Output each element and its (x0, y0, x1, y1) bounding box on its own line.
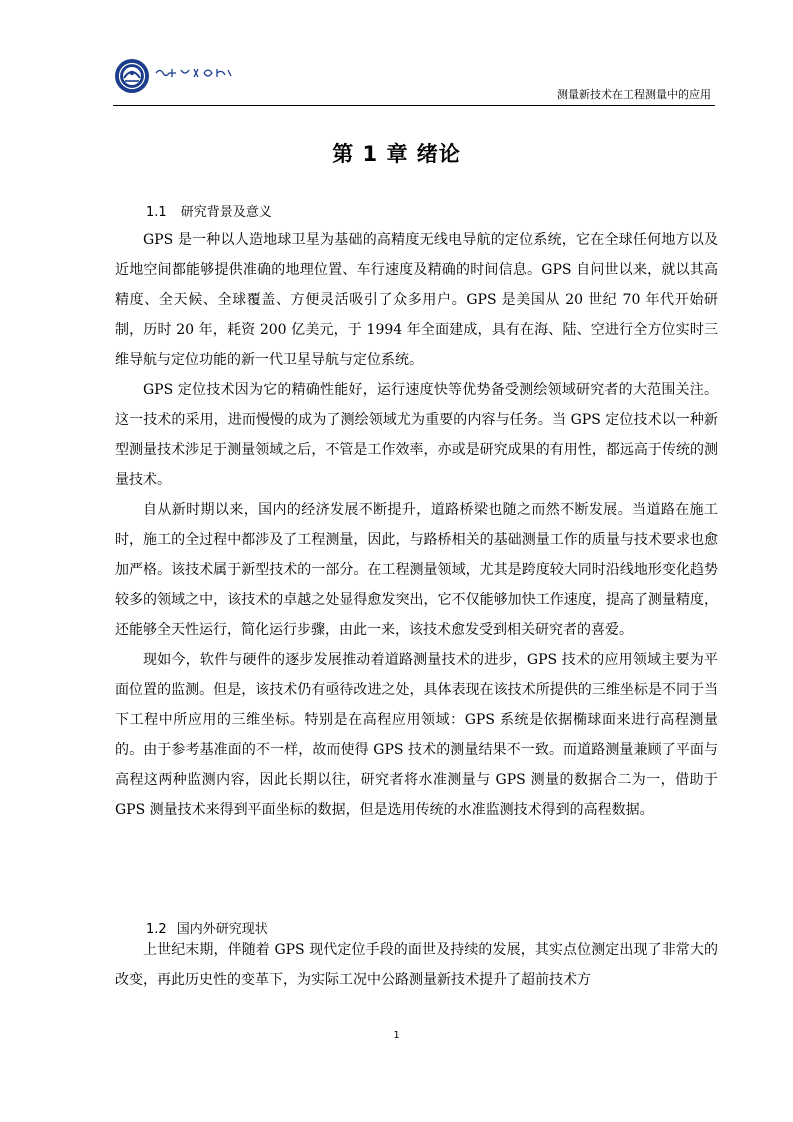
running-header-title: 测量新技术在工程测量中的应用 (557, 88, 711, 101)
section-1-2-body (115, 935, 718, 995)
section-1-1-body (115, 225, 718, 825)
paragraph: GPS 定位技术因为它的精确性能好，运行速度快等优势备受测绘领域研究者的大范围关注。这一技术的采用，进而慢慢的成为了测绘领域尤为重要的内容与任务。当 GPS 定位技术以一种新型测量技术涉足于测量领域之后，不管是工作效率，亦或是研究成果的有用性，都远高于传统的测量技术。 (115, 382, 718, 488)
page-number: 1 (393, 1030, 400, 1041)
section-number: 1.2 (146, 922, 167, 937)
paragraph: 上世纪末期，伴随着 GPS 现代定位手段的面世及持续的发展，其实点位测定出现了非常大的改变，再此历史性的变革下，为实际工况中公路测量新技术提升了超前技术方 (115, 942, 718, 988)
paragraph: 自从新时期以来，国内的经济发展不断提升，道路桥梁也随之而然不断发展。当道路在施工时，施工的全过程中都涉及了工程测量，因此，与路桥相关的基础测量工作的质量与技术要求也愈加严格。该技术属于新型技术的一部分。在工程测量领域，尤其是跨度较大同时沿线地形变化趋势较多的领域之中，该技术的卓越之处显得愈发突出，它不仅能够加快工作速度，提高了测量精度，还能够全天性运行，简化运行步骤，由此一来，该技术愈发受到相关研究者的喜爱。 (115, 502, 718, 638)
university-logo (114, 56, 234, 96)
university-seal-icon (114, 58, 150, 94)
section-heading-1-1 (146, 201, 272, 220)
chapter-title: 第 1 章 绪论 (332, 142, 461, 166)
section-title: 国内外研究现状 (176, 922, 268, 937)
section-number: 1.1 (146, 205, 167, 220)
paragraph: 现如今，软件与硬件的逐步发展推动着道路测量技术的进步，GPS 技术的应用领域主要为平面位置的监测。但是，该技术仍有亟待改进之处，具体表现在该技术所提供的三维坐标是不同于当下工程中所应用的三维坐标。特别是在高程应用领域：GPS 系统是依据椭球面来进行高程测量的。由于参考基准面的不一样，故而使得 GPS 技术的测量结果不一致。而道路测量兼顾了平面与高程这两种监测内容，因此长期以往，研究者将水准测量与 GPS 测量的数据合二为一，借助于 GPS 测量技术来得到平面坐标的数据，但是选用传统的水准监测技术得到的高程数据。 (115, 652, 718, 818)
paragraph: GPS 是一种以人造地球卫星为基础的高精度无线电导航的定位系统，它在全球任何地方以及近地空间都能够提供准确的地理位置、车行速度及精确的时间信息。GPS 自问世以来，就以其高精度、全天候、全球覆盖、方便灵活吸引了众多用户。GPS 是美国从 20 世纪 70 年代开始研制，历时 20 年，耗资 200 亿美元，于 1994 年全面建成，具有在海、陆、空进行全方位实时三维导航与定位功能的新一代卫星导航与定位系统。 (115, 232, 718, 368)
header-divider (113, 105, 715, 106)
section-title: 研究背景及意义 (180, 205, 272, 220)
university-name-calligraphy (154, 67, 232, 79)
